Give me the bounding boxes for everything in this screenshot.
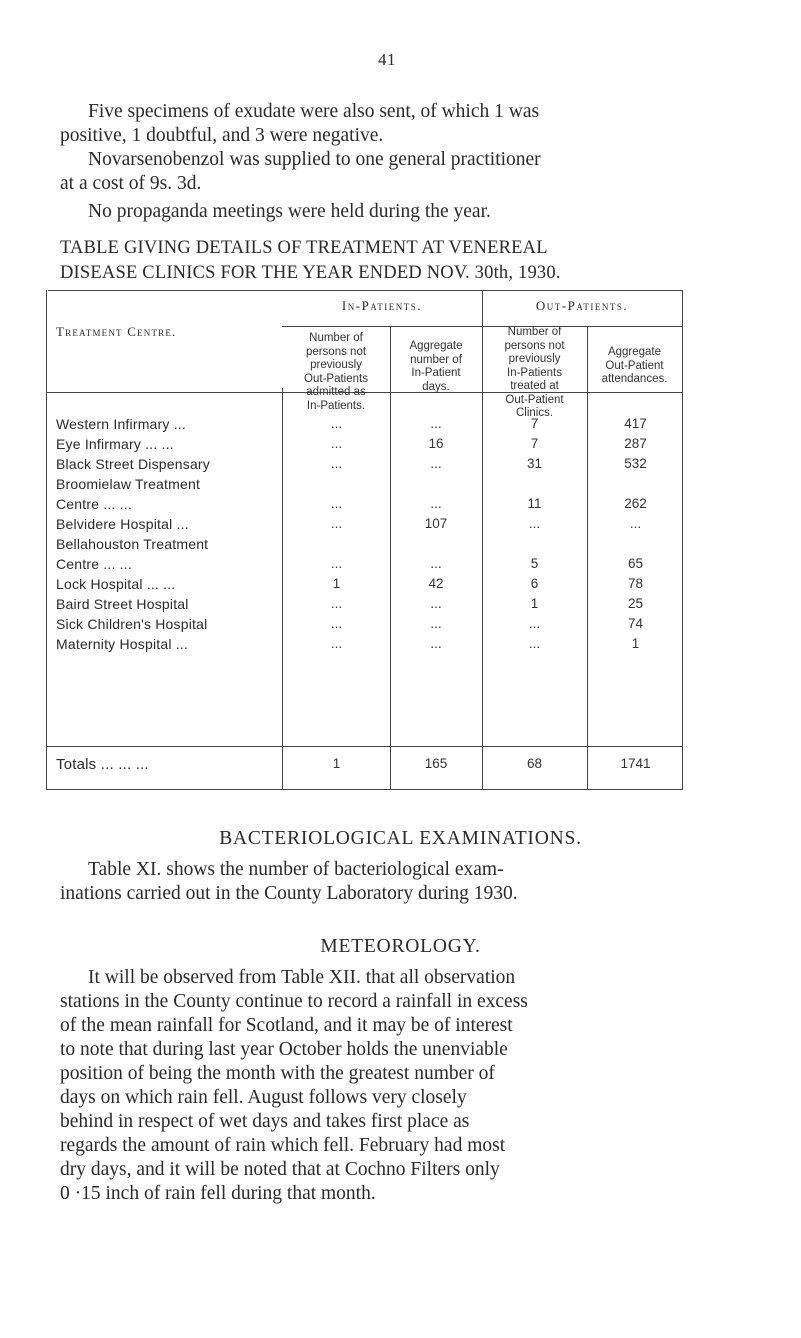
cell-value: 262 <box>624 496 647 511</box>
meteorology-heading: METEOROLOGY. <box>320 936 481 957</box>
cell-value: ... <box>430 636 442 651</box>
col-header-admitted: Number of persons not previously Out-Patients admitted as In-Patients. <box>304 332 368 412</box>
cell-value: ... <box>330 416 343 431</box>
total-value: 1741 <box>620 756 651 771</box>
col-header-treated-outpatients: Number of persons not previously In-Patients treated at Out-Patient Clinics. <box>504 326 565 419</box>
row-name: Western Infirmary ... <box>56 416 186 432</box>
bacteriology-line: Table XI. shows the number of bacteriological exam- <box>88 859 504 880</box>
meteorology-line: behind in respect of wet days and takes first place as <box>60 1111 470 1132</box>
intro-line: No propaganda meetings were held during the year. <box>88 201 491 222</box>
row-name: Lock Hospital ... ... <box>56 576 176 592</box>
table-row <box>46 616 684 636</box>
cell-value: ... <box>330 636 343 651</box>
table-row <box>46 436 684 456</box>
meteorology-line: regards the amount of rain which fell. February had most <box>60 1135 506 1156</box>
cell-value: 1 <box>332 576 341 591</box>
table-title-line: DISEASE CLINICS FOR THE YEAR ENDED NOV. 30th, 1930. <box>60 263 561 283</box>
meteorology-line: dry days, and it will be noted that at Cochno Filters only <box>60 1159 500 1180</box>
cell-value: 11 <box>527 496 542 511</box>
intro-line: Novarsenobenzol was supplied to one general practitioner <box>88 149 541 170</box>
cell-value: 74 <box>627 616 644 631</box>
table-row <box>46 456 684 476</box>
cell-value: 417 <box>624 416 647 431</box>
cell-value: ... <box>330 616 343 631</box>
cell-value: ... <box>528 516 541 531</box>
intro-line: at a cost of 9s. 3d. <box>60 173 202 194</box>
cell-value: ... <box>330 456 343 471</box>
row-name: Black Street Dispensary <box>56 456 210 472</box>
cell-value: ... <box>629 516 642 531</box>
cell-value: 6 <box>530 576 539 591</box>
cell-value: 532 <box>624 456 647 471</box>
cell-value: 16 <box>428 436 444 451</box>
cell-value: 78 <box>627 576 644 591</box>
cell-value: 25 <box>627 596 644 611</box>
cell-value: ... <box>430 556 442 571</box>
totals-label: Totals ... ... ... <box>56 756 149 773</box>
intro-line: positive, 1 doubtful, and 3 were negative. <box>60 125 384 146</box>
row-name: Bellahouston Treatment <box>56 536 209 552</box>
cell-value: ... <box>330 556 343 571</box>
meteorology-line: days on which rain fell. August follows very closely <box>60 1087 467 1108</box>
cell-value: ... <box>528 636 541 651</box>
cell-value: ... <box>528 616 541 631</box>
col-header-inpatient-days: Aggregate number of In-Patient days. <box>409 340 463 393</box>
treatment-table <box>46 290 684 790</box>
meteorology-line: stations in the County continue to record a rainfall in excess <box>60 991 528 1012</box>
in-patients-header: In-Patients. <box>341 298 423 313</box>
bacteriology-line: inations carried out in the County Laboratory during 1930. <box>60 883 518 904</box>
cell-value: ... <box>330 496 343 511</box>
cell-value: ... <box>430 616 442 631</box>
cell-value: ... <box>330 516 343 531</box>
row-name: Broomielaw Treatment <box>56 476 201 492</box>
total-value: 165 <box>424 756 448 771</box>
cell-value: 287 <box>624 436 647 451</box>
cell-value: 7 <box>530 436 539 451</box>
cell-value: 1 <box>631 636 640 651</box>
cell-value: ... <box>430 456 442 471</box>
row-name: Eye Infirmary ... ... <box>56 436 174 452</box>
table-row <box>46 576 684 596</box>
cell-value: ... <box>430 496 442 511</box>
page-number: 41 <box>378 50 396 69</box>
total-value: 1 <box>332 756 341 771</box>
intro-paragraph <box>60 100 750 224</box>
cell-value: 107 <box>424 516 448 531</box>
meteorology-line: of the mean rainfall for Scotland, and it may be of interest <box>60 1015 513 1036</box>
row-name-continued: Centre ... ... <box>56 556 132 572</box>
total-value: 68 <box>526 756 543 771</box>
cell-value: 42 <box>428 576 444 591</box>
cell-value: 65 <box>627 556 644 571</box>
cell-value: ... <box>330 596 343 611</box>
table-row <box>46 636 684 656</box>
meteorology-paragraph <box>60 966 750 1206</box>
totals-row <box>46 756 684 776</box>
out-patients-header: Out-Patients. <box>535 298 629 313</box>
cell-value: ... <box>330 436 343 451</box>
table-row <box>46 516 684 536</box>
row-name: Maternity Hospital ... <box>56 636 188 652</box>
row-name: Baird Street Hospital <box>56 596 189 612</box>
cell-value: 5 <box>530 556 539 571</box>
table-top-rule <box>48 290 682 291</box>
row-name: Sick Children's Hospital <box>56 616 208 632</box>
col-header-outpatient-attendances: Aggregate Out-Patient attendances. <box>601 346 668 385</box>
row-name-continued: Centre ... ... <box>56 496 132 512</box>
table-row <box>46 596 684 616</box>
table-row <box>46 416 684 436</box>
cell-value: ... <box>430 416 442 431</box>
cell-value: ... <box>430 596 442 611</box>
cell-value: 7 <box>530 416 539 431</box>
row-name: Belvidere Hospital ... <box>56 516 189 532</box>
meteorology-line: position of being the month with the greatest number of <box>60 1063 495 1084</box>
totals-rule <box>46 746 682 747</box>
treatment-centre-header: Treatment Centre. <box>56 324 177 339</box>
cell-value: 31 <box>526 456 543 471</box>
intro-line: Five specimens of exudate were also sent, of which 1 was <box>88 101 540 122</box>
table-row <box>46 536 684 576</box>
bacteriology-heading: BACTERIOLOGICAL EXAMINATIONS. <box>219 828 582 849</box>
meteorology-line: It will be observed from Table XII. that all observation <box>88 967 516 988</box>
table-row <box>46 476 684 516</box>
table-title-line: TABLE GIVING DETAILS OF TREATMENT AT VENEREAL <box>60 238 548 258</box>
bacteriology-paragraph <box>60 858 750 906</box>
table-title <box>60 236 760 286</box>
cell-value: 1 <box>530 596 539 611</box>
meteorology-line: 0 ·15 inch of rain fell during that month. <box>60 1183 376 1204</box>
meteorology-line: to note that during last year October holds the unenviable <box>60 1039 508 1060</box>
